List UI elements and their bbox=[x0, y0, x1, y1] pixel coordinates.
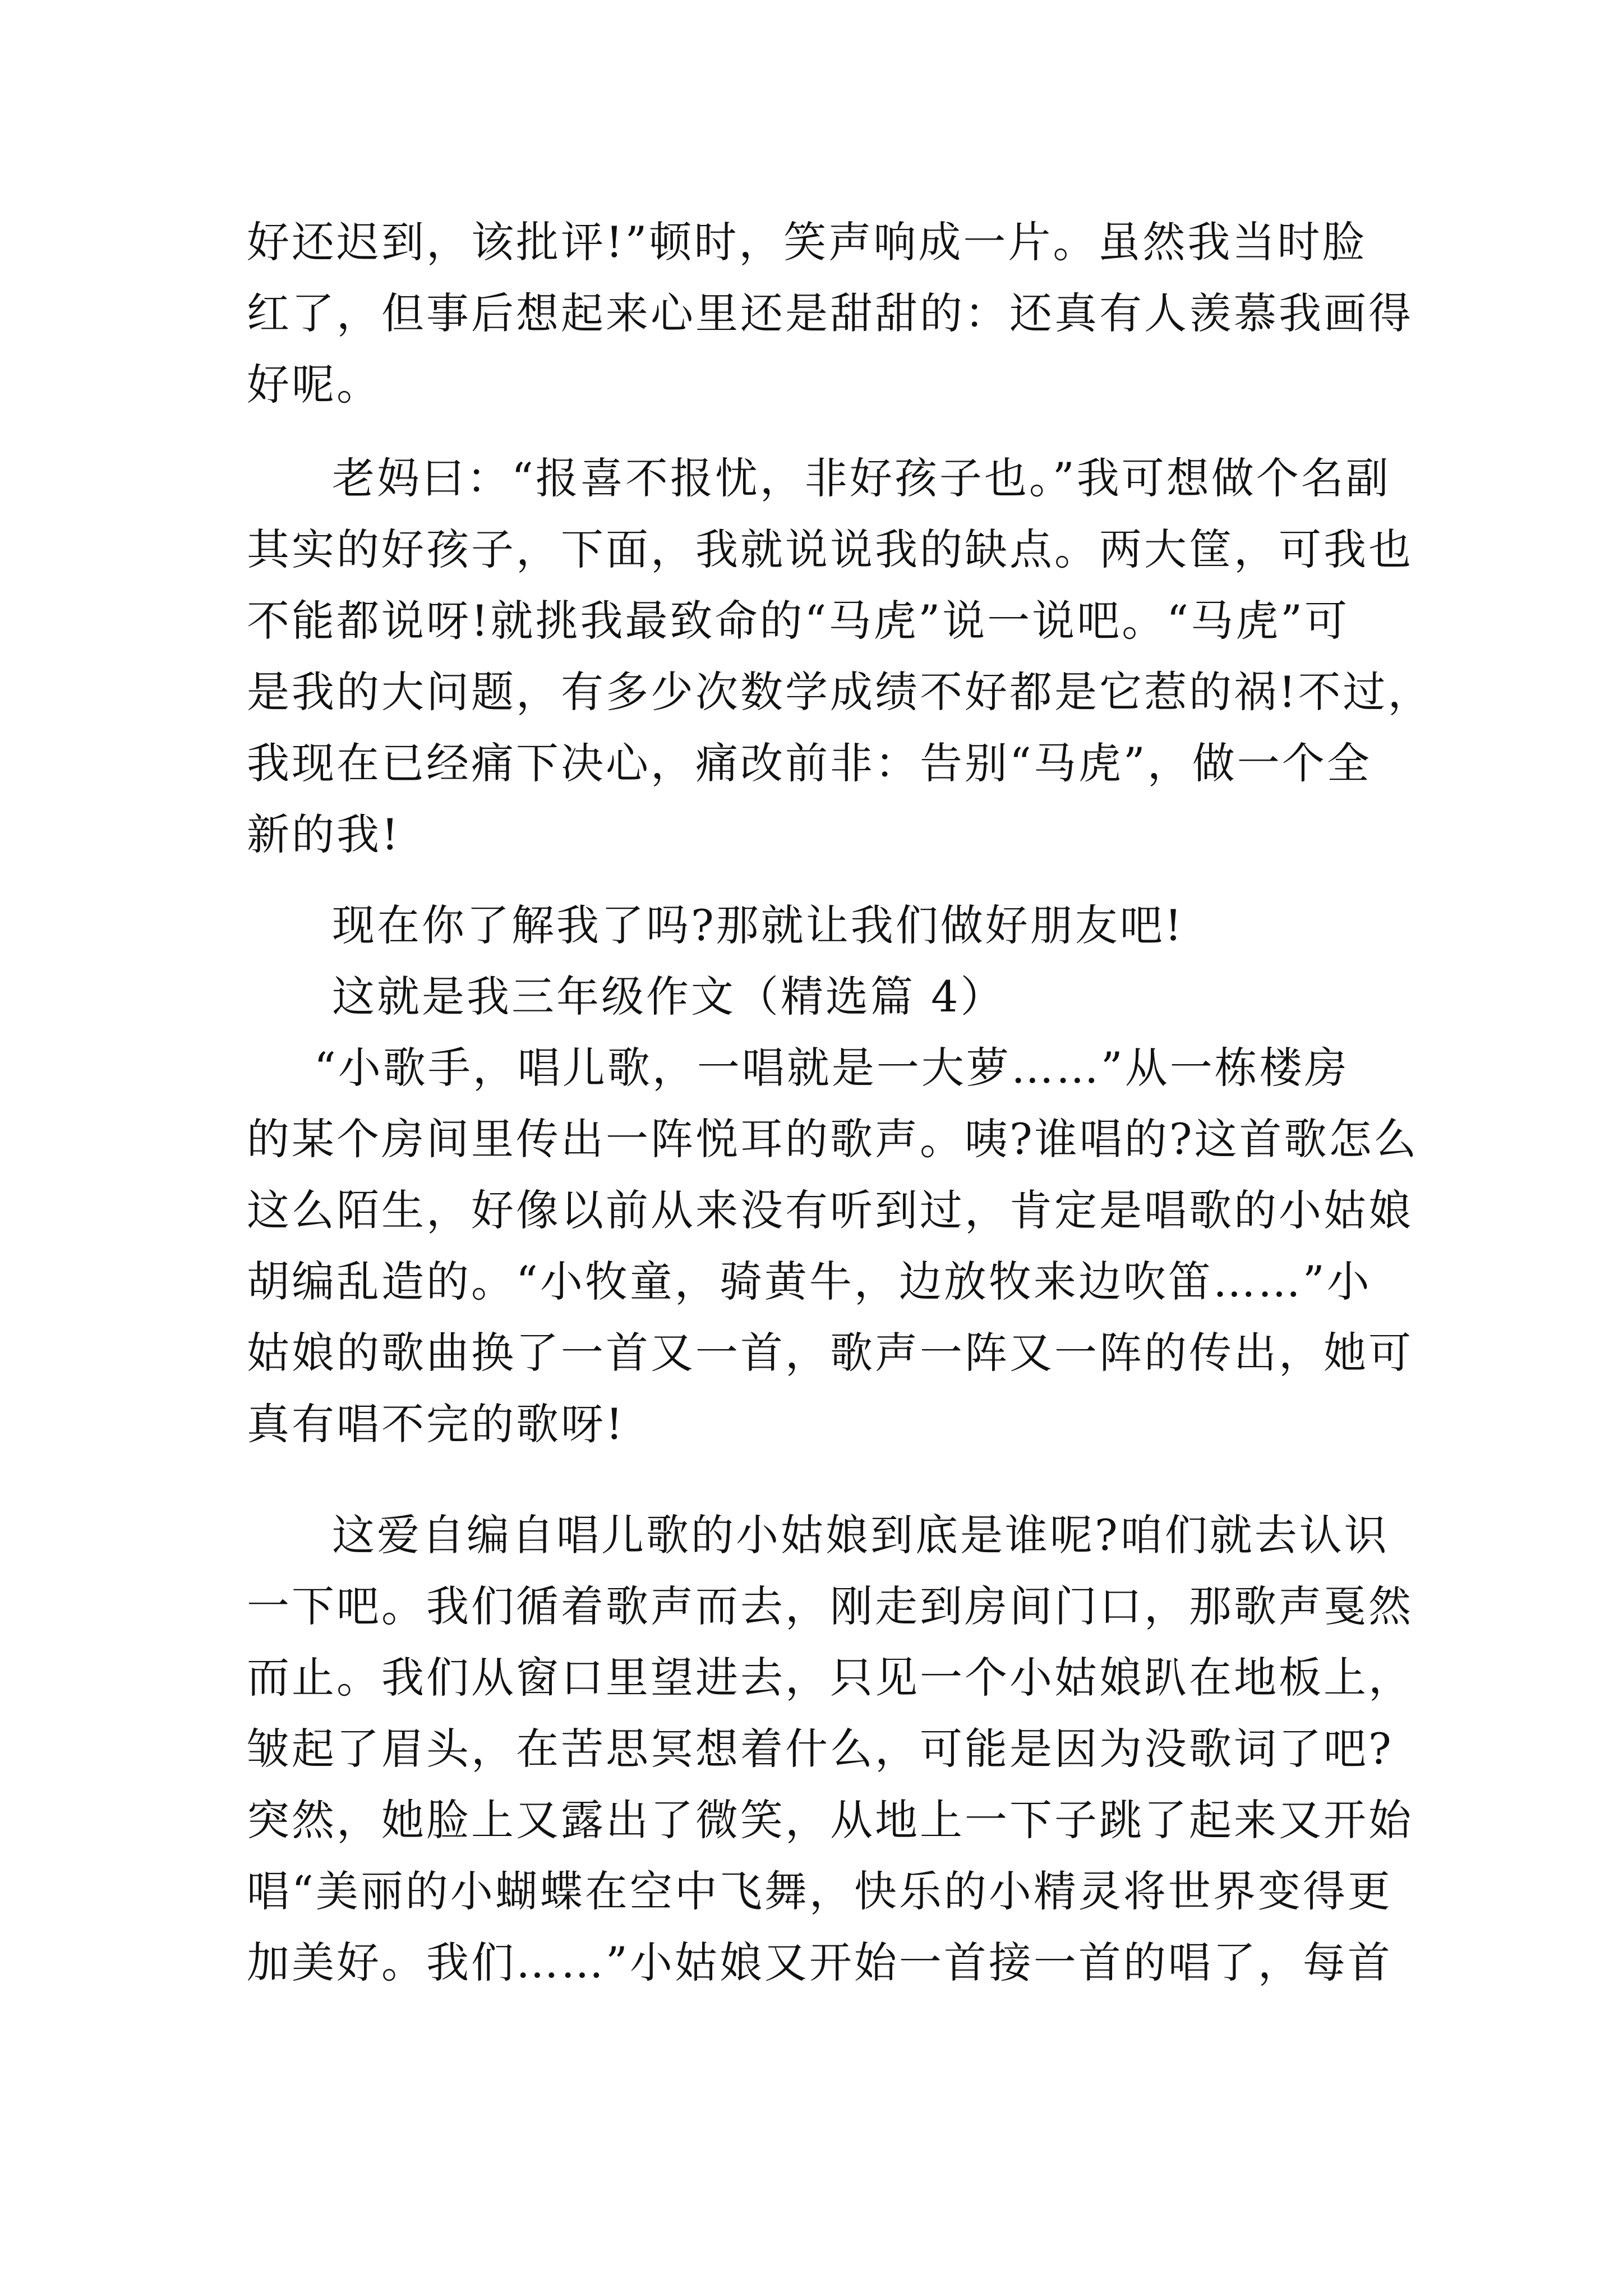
paragraph-singer bbox=[247, 1032, 1419, 1460]
paragraph-closing bbox=[247, 890, 1385, 961]
text-line: 现在你了解我了吗?那就让我们做好朋友吧! bbox=[332, 900, 1184, 950]
text-line: 加美好。我们……”小姑娘又开始一首接一首的唱了，每首 bbox=[247, 1938, 1393, 1987]
text-line: 好呢。 bbox=[247, 360, 381, 409]
text-line: 这爱自编自唱儿歌的小姑娘到底是谁呢?咱们就去认识 bbox=[332, 1510, 1389, 1560]
paragraph-girl bbox=[247, 1499, 1413, 1998]
text-line: 我现在已经痛下决心，痛改前非：告别“马虎”，做一个全 bbox=[247, 738, 1372, 788]
text-line: 红了，但事后想起来心里还是甜甜的：还真有人羡慕我画得 bbox=[247, 288, 1413, 338]
text-line: “小歌手，唱儿歌，一唱就是一大萝……”从一栋楼房 bbox=[314, 1043, 1349, 1093]
section-heading bbox=[247, 961, 1385, 1032]
text-line: 突然，她脸上又露出了微笑，从地上一下子跳了起来又开始 bbox=[247, 1795, 1413, 1845]
text-line: 皱起了眉头，在苦思冥想着什么，可能是因为没歌词了吧? bbox=[247, 1724, 1394, 1774]
text-line: 其实的好孩子，下面，我就说说我的缺点。两大筐，可我也 bbox=[247, 524, 1413, 574]
text-line: 的某个房间里传出一阵悦耳的歌声。咦?谁唱的?这首歌怎么 bbox=[247, 1114, 1419, 1164]
text-line: 而止。我们从窗口里望进去，只见一个小姑娘趴在地板上， bbox=[247, 1653, 1413, 1703]
section-title: 这就是我三年级作文（精选篇 4） bbox=[332, 972, 1006, 1022]
text-line: 真有唱不完的歌呀! bbox=[247, 1399, 625, 1449]
text-line: 胡编乱造的。“小牧童，骑黄牛，边放牧来边吹笛……”小 bbox=[247, 1257, 1372, 1306]
paragraph-mom-quote bbox=[247, 443, 1433, 870]
paragraph-continuation bbox=[247, 206, 1413, 420]
text-line: 姑娘的歌曲换了一首又一首，歌声一阵又一阵的传出，她可 bbox=[247, 1328, 1413, 1378]
text-line: 唱“美丽的小蝴蝶在空中飞舞，快乐的小精灵将世界变得更 bbox=[247, 1866, 1393, 1916]
text-line: 新的我! bbox=[247, 809, 401, 859]
text-line: 好还迟到，该批评!”顿时，笑声响成一片。虽然我当时脸 bbox=[247, 217, 1367, 267]
text-line: 不能都说呀!就挑我最致命的“马虎”说一说吧。“马虎”可 bbox=[247, 596, 1349, 646]
text-line: 这么陌生，好像以前从来没有听到过，肯定是唱歌的小姑娘 bbox=[247, 1185, 1413, 1235]
text-line: 老妈曰：“报喜不报忧，非好孩子也。”我可想做个名副 bbox=[332, 453, 1391, 503]
text-line: 一下吧。我们循着歌声而去，刚走到房间门口，那歌声戛然 bbox=[247, 1581, 1413, 1631]
text-line: 是我的大问题，有多少次数学成绩不好都是它惹的祸!不过， bbox=[247, 667, 1433, 717]
